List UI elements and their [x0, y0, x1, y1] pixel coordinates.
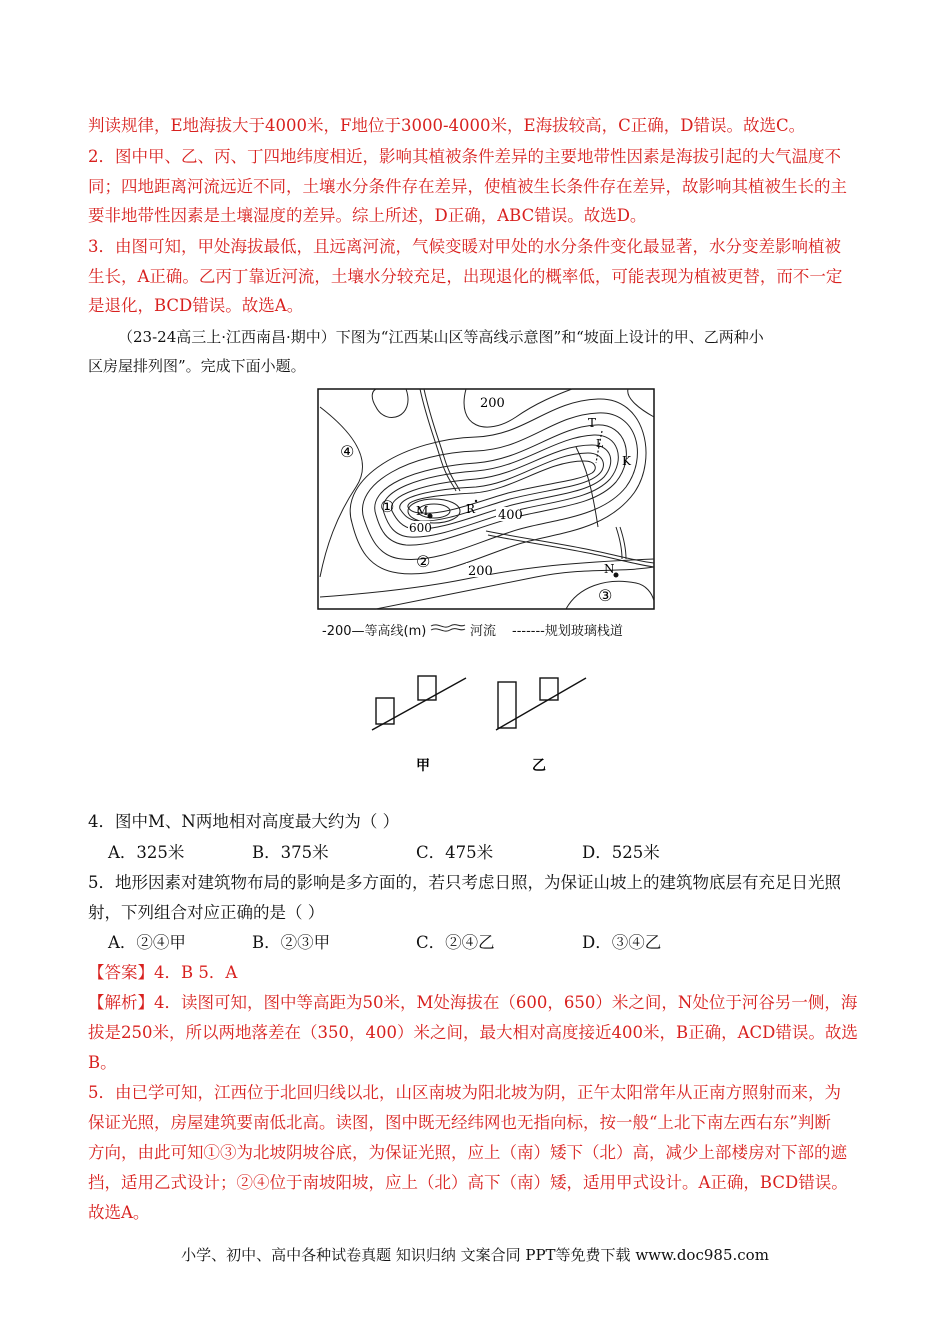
analysis-line: 故选A。: [88, 1203, 150, 1222]
text-line: 3．由图可知，甲处海拔最低，且远离河流，气候变暖对甲处的水分条件变化最显著，水分变差影响植被: [88, 237, 841, 256]
point-label-m: M: [416, 504, 429, 518]
legend-contour: -200—等高线(m): [322, 624, 427, 639]
contour-label: 200: [480, 396, 505, 411]
intro-line: （23-24高三上·江西南昌·期中）下图为“江西某山区等高线示意图”和“坡面上设计的甲、乙两种小: [118, 328, 764, 346]
analysis-line: 方向，由此可知①③为北坡阴坡谷底，为保证光照，应上（南）矮下（北）高，减少上部楼房对下部的遮: [88, 1143, 847, 1162]
housing-layout-diagram: [360, 670, 600, 780]
analysis-line: 保证光照，房屋建筑要南低北高。读图，图中既无经纬网也无指向标，按一般“上北下南左西右东”判断: [88, 1113, 831, 1132]
intro-line: 区房屋排列图”。完成下面小题。: [88, 357, 306, 375]
page-footer: 小学、初中、高中各种试卷真题 知识归纳 文案合同 PPT等免费下载 www.doc985.com: [181, 1246, 769, 1264]
point-label-l: L: [596, 437, 604, 450]
map-legend: [322, 618, 682, 640]
analysis-line: 【解析】4．读图可知，图中等高距为50米，M处海拔在（600，650）米之间，N处位于河谷另一侧，海: [88, 993, 858, 1012]
point-label-t: T: [588, 416, 597, 430]
option-b: B．375米: [252, 843, 329, 862]
legend-river: 河流: [470, 624, 497, 639]
point-label-n: N: [604, 562, 615, 576]
analysis-line: 5．由已学可知，江西位于北回归线以北，山区南坡为阳北坡为阴，正午太阳常年从正南方照射而来，为: [88, 1083, 841, 1102]
text-line: 要非地带性因素是土壤湿度的差异。综上所述，D正确，ABC错误。故选D。: [88, 206, 647, 225]
contour-label: 600: [409, 521, 432, 535]
contour-label: 400: [498, 508, 523, 523]
answer-key: 【答案】4．B 5．A: [88, 963, 238, 982]
question-stem: 4．图中M、N两地相对高度最大约为（ ）: [88, 812, 400, 831]
question-stem: 5．地形因素对建筑物布局的影响是多方面的，若只考虑日照，为保证山坡上的建筑物底层有充足日光照: [88, 873, 841, 892]
option-b: B．②③甲: [252, 933, 331, 952]
text-line: 是退化，BCD错误。故选A。: [88, 296, 304, 315]
area-label-1: ①: [380, 497, 395, 516]
analysis-line: 挡，适用乙式设计；②④位于南坡阳坡，应上（北）高下（南）矮，适用甲式设计。A正确，BCD错误。: [88, 1173, 848, 1192]
contour-map: [316, 387, 656, 611]
area-label-3: ③: [598, 586, 613, 605]
text-line: 2．图中甲、乙、丙、丁四地纬度相近，影响其植被条件差异的主要地带性因素是海拔引起的大气温度不: [88, 147, 841, 166]
diagram-label-jia: 甲: [416, 758, 430, 774]
question-stem: 射，下列组合对应正确的是（ ）: [88, 903, 325, 922]
option-c: C．②④乙: [416, 933, 495, 952]
option-d: D．③④乙: [582, 933, 662, 952]
legend-path: -------规划玻璃栈道: [512, 624, 623, 639]
contour-label: 200: [468, 564, 493, 579]
river-symbol: [430, 622, 466, 634]
text-line: 生长，A正确。乙丙丁靠近河流，土壤水分较充足，出现退化的概率低，可能表现为植被更替，而不一定: [88, 267, 843, 286]
area-label-4: ④: [340, 442, 355, 461]
diagram-label-yi: 乙: [532, 758, 546, 774]
text-line: 判读规律，E地海拔大于4000米，F地位于3000-4000米，E海拔较高，C正确，D错误。故选C。: [88, 116, 806, 135]
option-a: A．325米: [108, 843, 185, 862]
text-line: 同；四地距离河流远近不同，土壤水分条件存在差异，使植被生长条件存在差异，故影响其植被生长的主: [88, 177, 847, 196]
analysis-line: B。: [88, 1053, 117, 1072]
option-c: C．475米: [416, 843, 494, 862]
point-label-k: K: [622, 454, 631, 468]
option-d: D．525米: [582, 843, 660, 862]
point-label-r: R: [466, 502, 476, 516]
option-a: A．②④甲: [108, 933, 186, 952]
area-label-2: ②: [416, 552, 431, 571]
analysis-line: 拔是250米，所以两地落差在（350，400）米之间，最大相对高度接近400米，B正确，ACD错误。故选: [88, 1023, 858, 1042]
